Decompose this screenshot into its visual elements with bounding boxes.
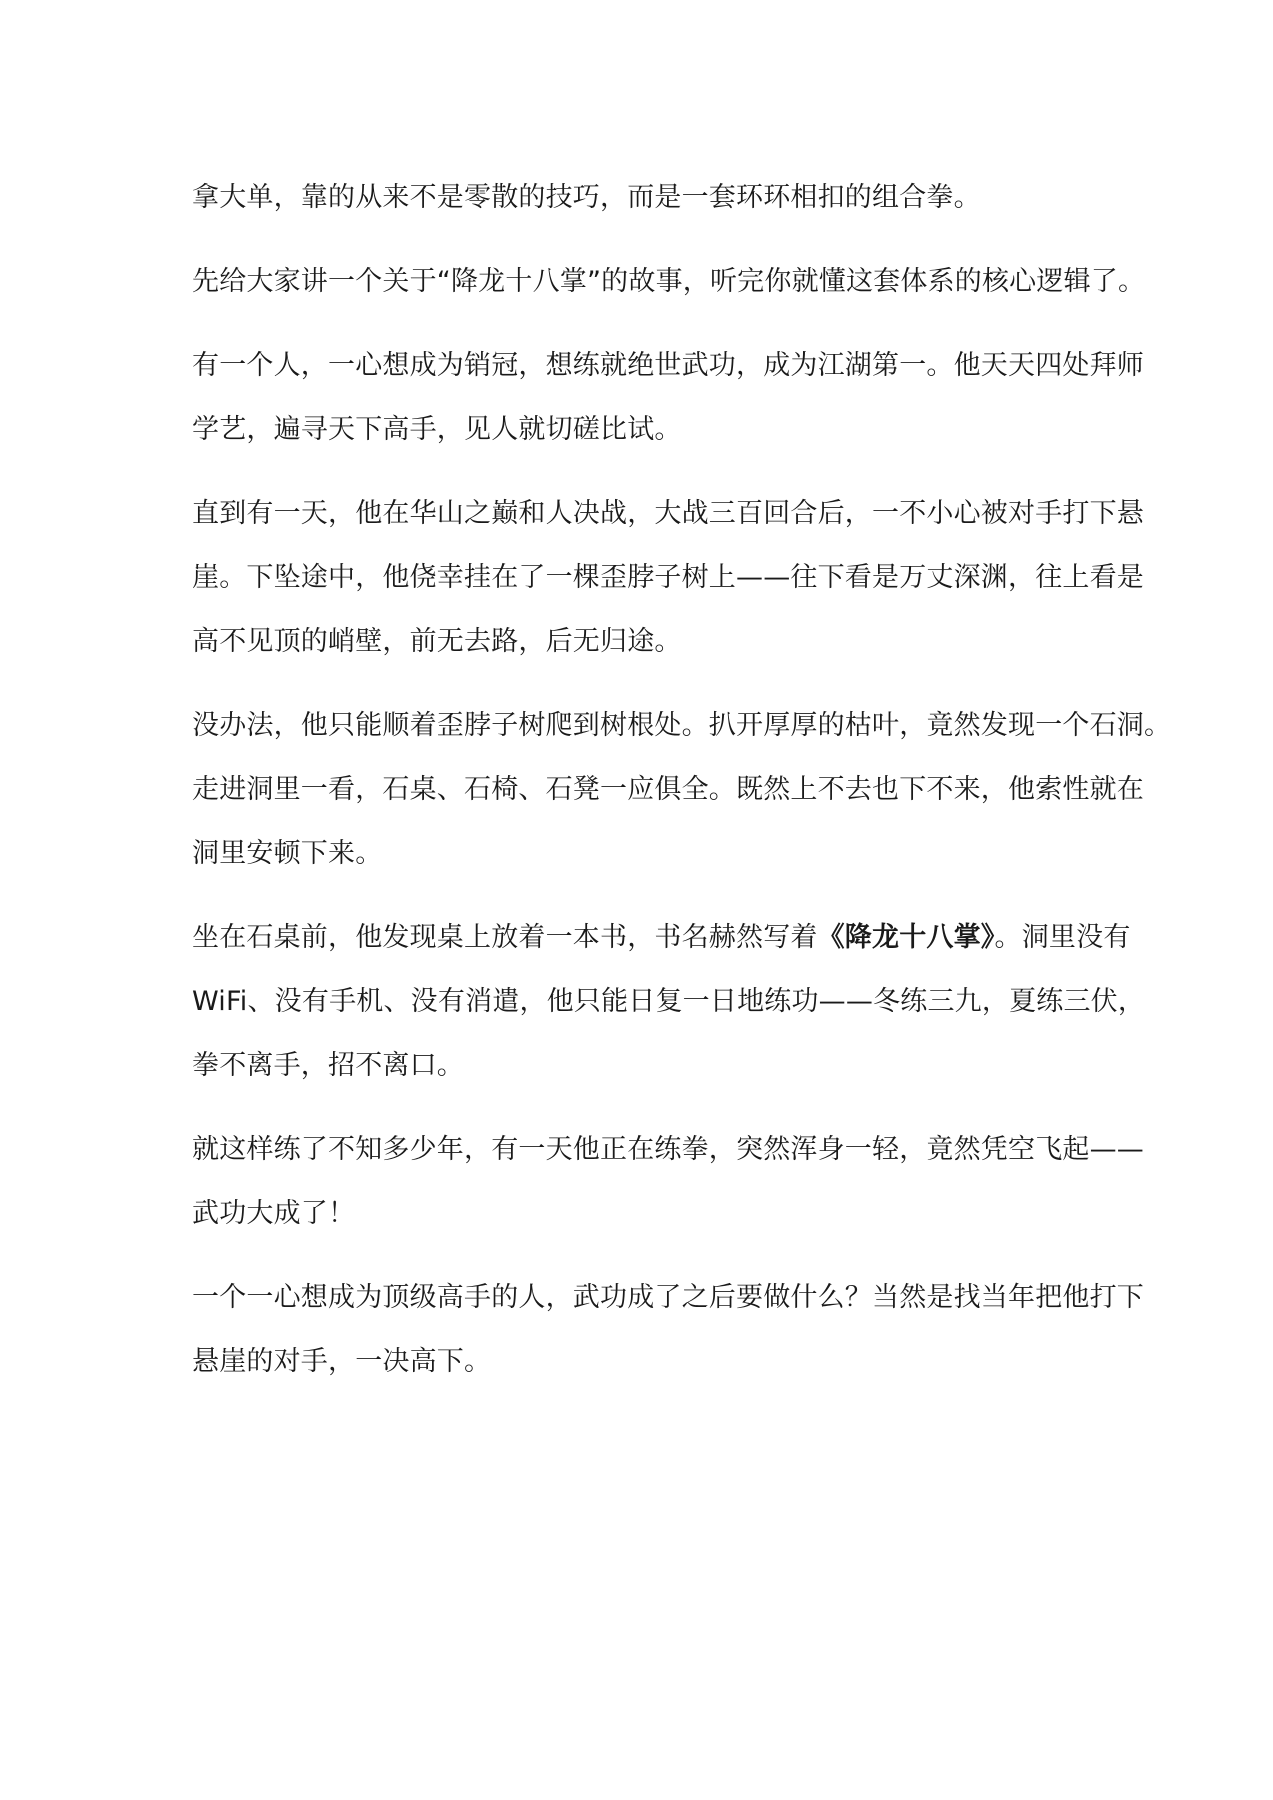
text-line: 先给大家讲一个关于“降龙十八掌”的故事，听完你就懂这套体系的核心逻辑了。 [192, 266, 1146, 297]
text-line: 悬崖的对手，一决高下。 [192, 1346, 492, 1377]
text-line: 直到有一天，他在华山之巅和人决战，大战三百回合后，一不小心被对手打下悬 [192, 498, 1144, 529]
text-line: 武功大成了！ [192, 1198, 356, 1229]
paragraph-2 [192, 250, 1146, 314]
text-segment: 。洞里没有 [994, 922, 1131, 953]
text-line [192, 906, 1131, 970]
text-line: WiFi、没有手机、没有消遣，他只能日复一日地练功——冬练三九，夏练三伏， [192, 986, 1146, 1017]
paragraph-4 [192, 482, 1144, 674]
text-line: 一个一心想成为顶级高手的人，武功成了之后要做什么？当然是找当年把他打下 [192, 1282, 1144, 1313]
text-line: 有一个人，一心想成为销冠，想练就绝世武功，成为江湖第一。他天天四处拜师 [192, 350, 1144, 381]
document-body [192, 166, 1172, 1414]
book-title: 《降龙十八掌》 [817, 922, 995, 953]
text-line: 崖。下坠途中，他侥幸挂在了一棵歪脖子树上——往下看是万丈深渊，往上看是 [192, 562, 1144, 593]
text-line: 高不见顶的峭壁，前无去路，后无归途。 [192, 626, 682, 657]
paragraph-7 [192, 1118, 1144, 1246]
paragraph-5 [192, 694, 1172, 886]
text-line: 没办法，他只能顺着歪脖子树爬到树根处。扒开厚厚的枯叶，竟然发现一个石洞。 [192, 710, 1172, 741]
paragraph-8 [192, 1266, 1144, 1394]
paragraph-1 [192, 166, 1092, 230]
paragraph-3 [192, 334, 1144, 462]
text-line: 就这样练了不知多少年，有一天他正在练拳，突然浑身一轻，竟然凭空飞起—— [192, 1134, 1144, 1165]
text-line: 拳不离手，招不离口。 [192, 1050, 464, 1081]
text-line: 学艺，遍寻天下高手，见人就切磋比试。 [192, 414, 682, 445]
text-segment: 坐在石桌前，他发现桌上放着一本书，书名赫然写着 [192, 922, 818, 953]
text-line: 走进洞里一看，石桌、石椅、石凳一应俱全。既然上不去也下不来，他索性就在 [192, 774, 1144, 805]
text-line: 洞里安顿下来。 [192, 838, 383, 869]
paragraph-6 [192, 906, 1146, 1098]
text-line: 拿大单，靠的从来不是零散的技巧，而是一套环环相扣的组合拳。 [192, 182, 981, 213]
